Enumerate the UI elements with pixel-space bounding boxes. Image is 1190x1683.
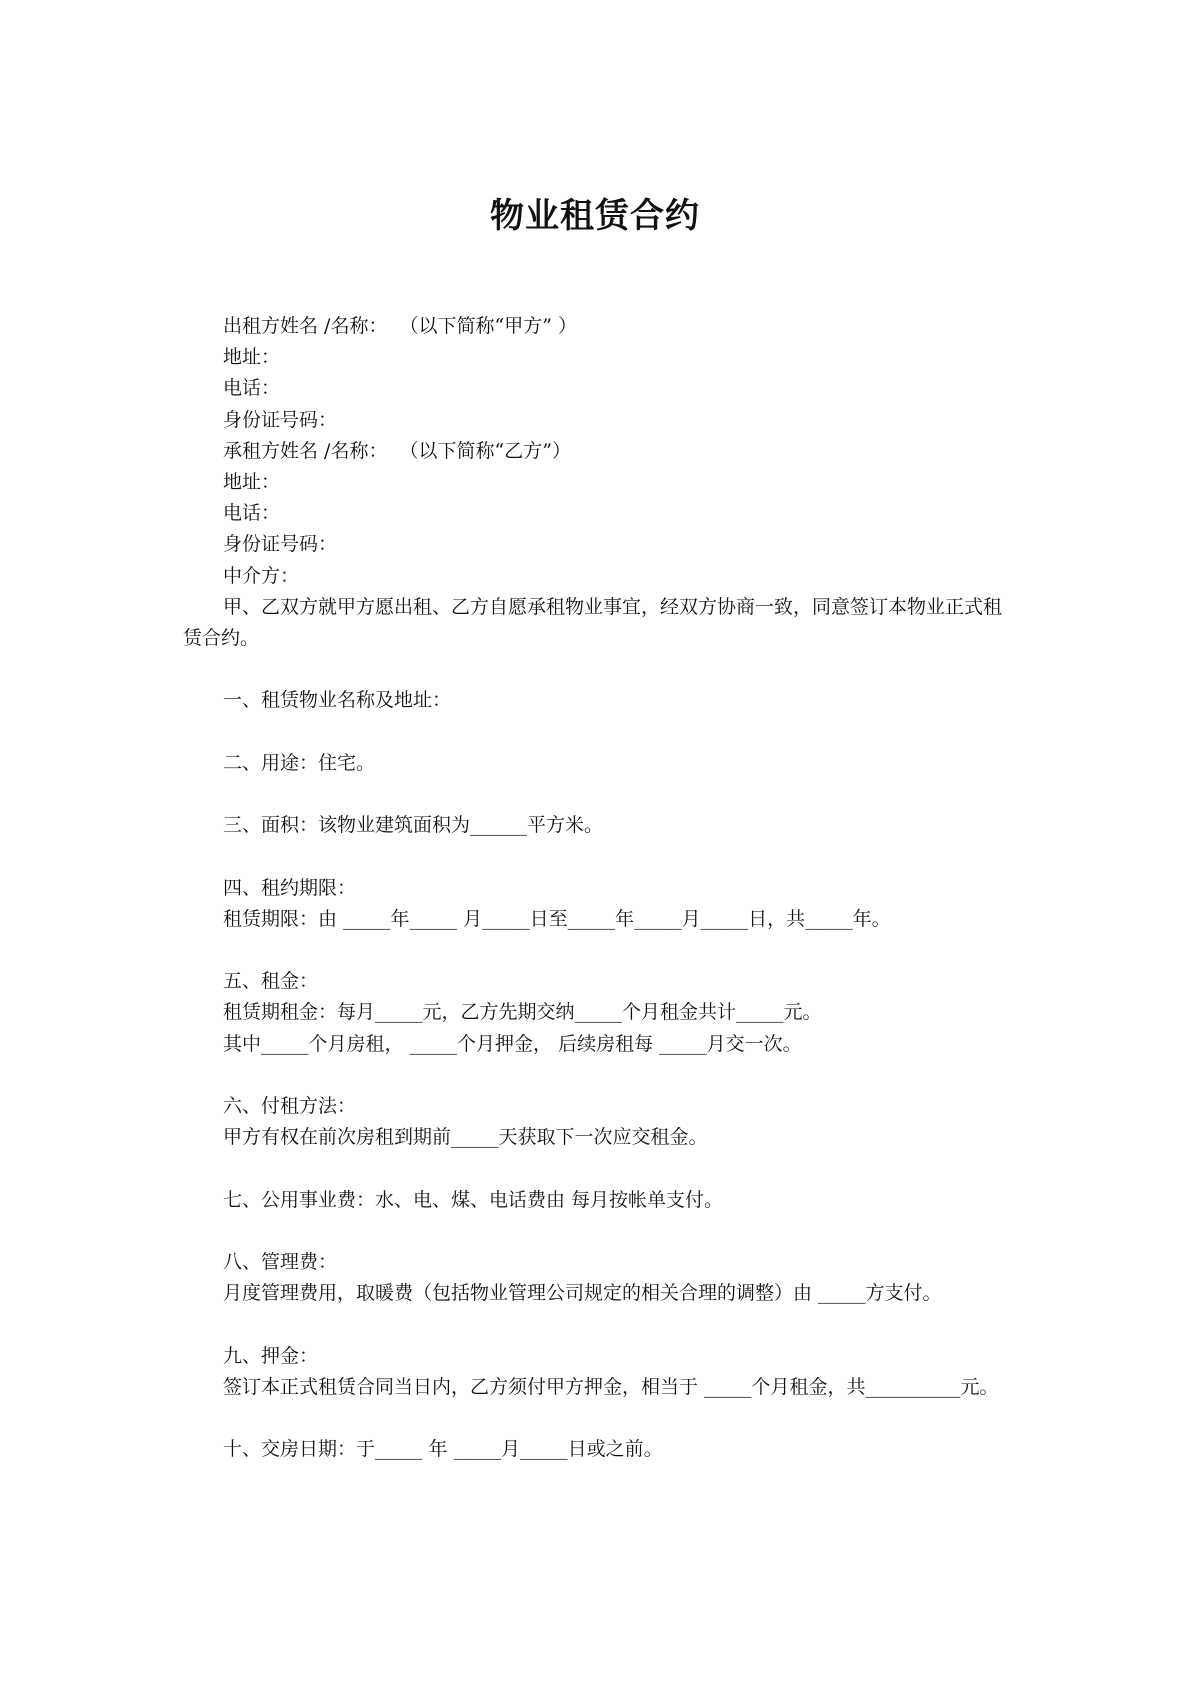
- clause-7: 七、公用事业费：水、电、煤、电话费由 每月按帐单支付。: [223, 1188, 724, 1211]
- lessee-phone: 电话：: [223, 502, 281, 525]
- lessor-name-line: 出租方姓名 /名称： （以下简称“甲方” ）: [223, 315, 577, 337]
- spacer: [183, 654, 1013, 685]
- spacer: [183, 1153, 1013, 1184]
- clause-4-text: 租赁期限：由 _____年_____ 月_____日至_____年_____月_____日，共_____年。: [223, 907, 891, 930]
- spacer: [183, 1216, 1013, 1247]
- clause-1: 一、租赁物业名称及地址：: [223, 689, 452, 712]
- spacer: [183, 935, 1013, 966]
- document-body: [183, 311, 1013, 1465]
- clause-9-text: 签订本正式租赁合同当日内，乙方须付甲方押金，相当于 _____个月租金，共__________元。: [223, 1375, 999, 1398]
- spacer: [183, 1309, 1013, 1340]
- lessee-name-line: 承租方姓名 /名称： （以下简称“乙方”）: [223, 439, 571, 462]
- clause-9-heading: 九、押金：: [223, 1344, 319, 1367]
- document-title: 物业租赁合约: [490, 196, 700, 236]
- spacer: [183, 841, 1013, 872]
- lessor-id-number: 身份证号码：: [223, 408, 338, 431]
- lessee-address: 地址：: [223, 471, 281, 494]
- spacer: [183, 1403, 1013, 1434]
- clause-4-heading: 四、租约期限：: [223, 876, 357, 899]
- clause-8-text: 月度管理费用，取暖费（包括物业管理公司规定的相关合理的调整）由 _____方支付。: [223, 1282, 942, 1305]
- clause-5-text-1: 租赁期租金：每月_____元，乙方先期交纳_____个月租金共计_____元。: [223, 1001, 822, 1024]
- clause-6-heading: 六、付租方法：: [223, 1094, 357, 1117]
- clause-5-heading: 五、租金：: [223, 970, 319, 993]
- preamble-paragraph: 甲、乙双方就甲方愿出租、乙方自愿承租物业事宜，经双方协商一致，同意签订本物业正式租赁合约。: [183, 595, 1003, 650]
- clause-6-text: 甲方有权在前次房租到期前_____天获取下一次应交租金。: [223, 1126, 708, 1149]
- clause-10: 十、交房日期：于_____ 年 _____月_____日或之前。: [223, 1438, 663, 1461]
- clause-8-heading: 八、管理费：: [223, 1250, 338, 1273]
- lessee-id-number: 身份证号码：: [223, 533, 338, 556]
- agent-line: 中介方：: [223, 564, 300, 587]
- clause-2: 二、用途：住宅。: [223, 751, 376, 774]
- lessor-address: 地址：: [223, 346, 281, 369]
- clause-3: 三、面积：该物业建筑面积为______平方米。: [223, 814, 604, 837]
- spacer: [183, 779, 1013, 810]
- spacer: [183, 717, 1013, 748]
- spacer: [183, 1060, 1013, 1091]
- clause-5-text-2: 其中_____个月房租， _____个月押金， 后续房租每 _____月交一次。: [223, 1032, 802, 1055]
- lessor-phone: 电话：: [223, 377, 281, 400]
